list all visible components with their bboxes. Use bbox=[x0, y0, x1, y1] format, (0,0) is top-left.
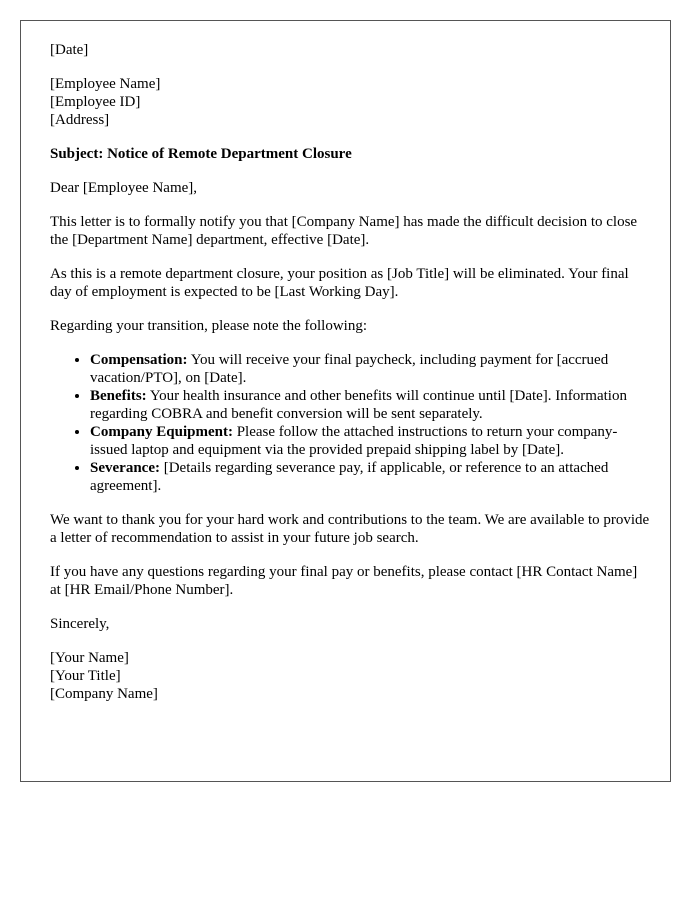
item-text: Please follow the attached instructions to return your company-issued laptop and equipment via the provided prepaid shipping label by [Date]. bbox=[90, 424, 618, 458]
item-label: Company Equipment: bbox=[90, 424, 233, 440]
list-item bbox=[90, 387, 650, 423]
your-title: [Your Title] bbox=[50, 668, 121, 684]
paragraph-4: We want to thank you for your hard work and contributions to the team. We are available to provide a letter of recommendation to assist in your future job search. bbox=[50, 512, 650, 546]
company-name: [Company Name] bbox=[50, 686, 158, 702]
paragraph-2: As this is a remote department closure, your position as [Job Title] will be eliminated. Your final day of employment is expected to be [Last Working Day]. bbox=[50, 266, 629, 300]
letter bbox=[20, 20, 671, 782]
item-label: Compensation: bbox=[90, 352, 188, 368]
paragraph-1: This letter is to formally notify you that [Company Name] has made the difficult decision to close the [Department Name] department, effective [Date]. bbox=[50, 214, 638, 248]
transition-list bbox=[50, 351, 650, 495]
item-text: [Details regarding severance pay, if applicable, or reference to an attached agreement]. bbox=[90, 460, 609, 494]
employee-name: [Employee Name] bbox=[50, 76, 161, 92]
your-name: [Your Name] bbox=[50, 650, 129, 666]
address: [Address] bbox=[50, 112, 110, 128]
list-item bbox=[90, 423, 650, 459]
item-text: Your health insurance and other benefits will continue until [Date]. Information regarding COBRA and benefit conversion will be sent separately. bbox=[90, 388, 627, 422]
salutation: Dear [Employee Name], bbox=[50, 180, 198, 196]
item-label: Severance: bbox=[90, 460, 160, 476]
signature-block bbox=[50, 649, 650, 703]
list-item bbox=[90, 459, 650, 495]
recipient-block bbox=[50, 75, 650, 129]
employee-id: [Employee ID] bbox=[50, 94, 141, 110]
subject: Subject: Notice of Remote Department Closure bbox=[50, 146, 352, 162]
date: [Date] bbox=[50, 42, 89, 58]
paragraph-5: If you have any questions regarding your final pay or benefits, please contact [HR Contact Name] at [HR Email/Phone Number]. bbox=[50, 564, 638, 598]
closing: Sincerely, bbox=[50, 616, 110, 632]
item-label: Benefits: bbox=[90, 388, 147, 404]
item-text: You will receive your final paycheck, including payment for [accrued vacation/PTO], on [Date]. bbox=[90, 352, 609, 386]
list-item bbox=[90, 351, 650, 387]
paragraph-3: Regarding your transition, please note the following: bbox=[50, 318, 368, 334]
